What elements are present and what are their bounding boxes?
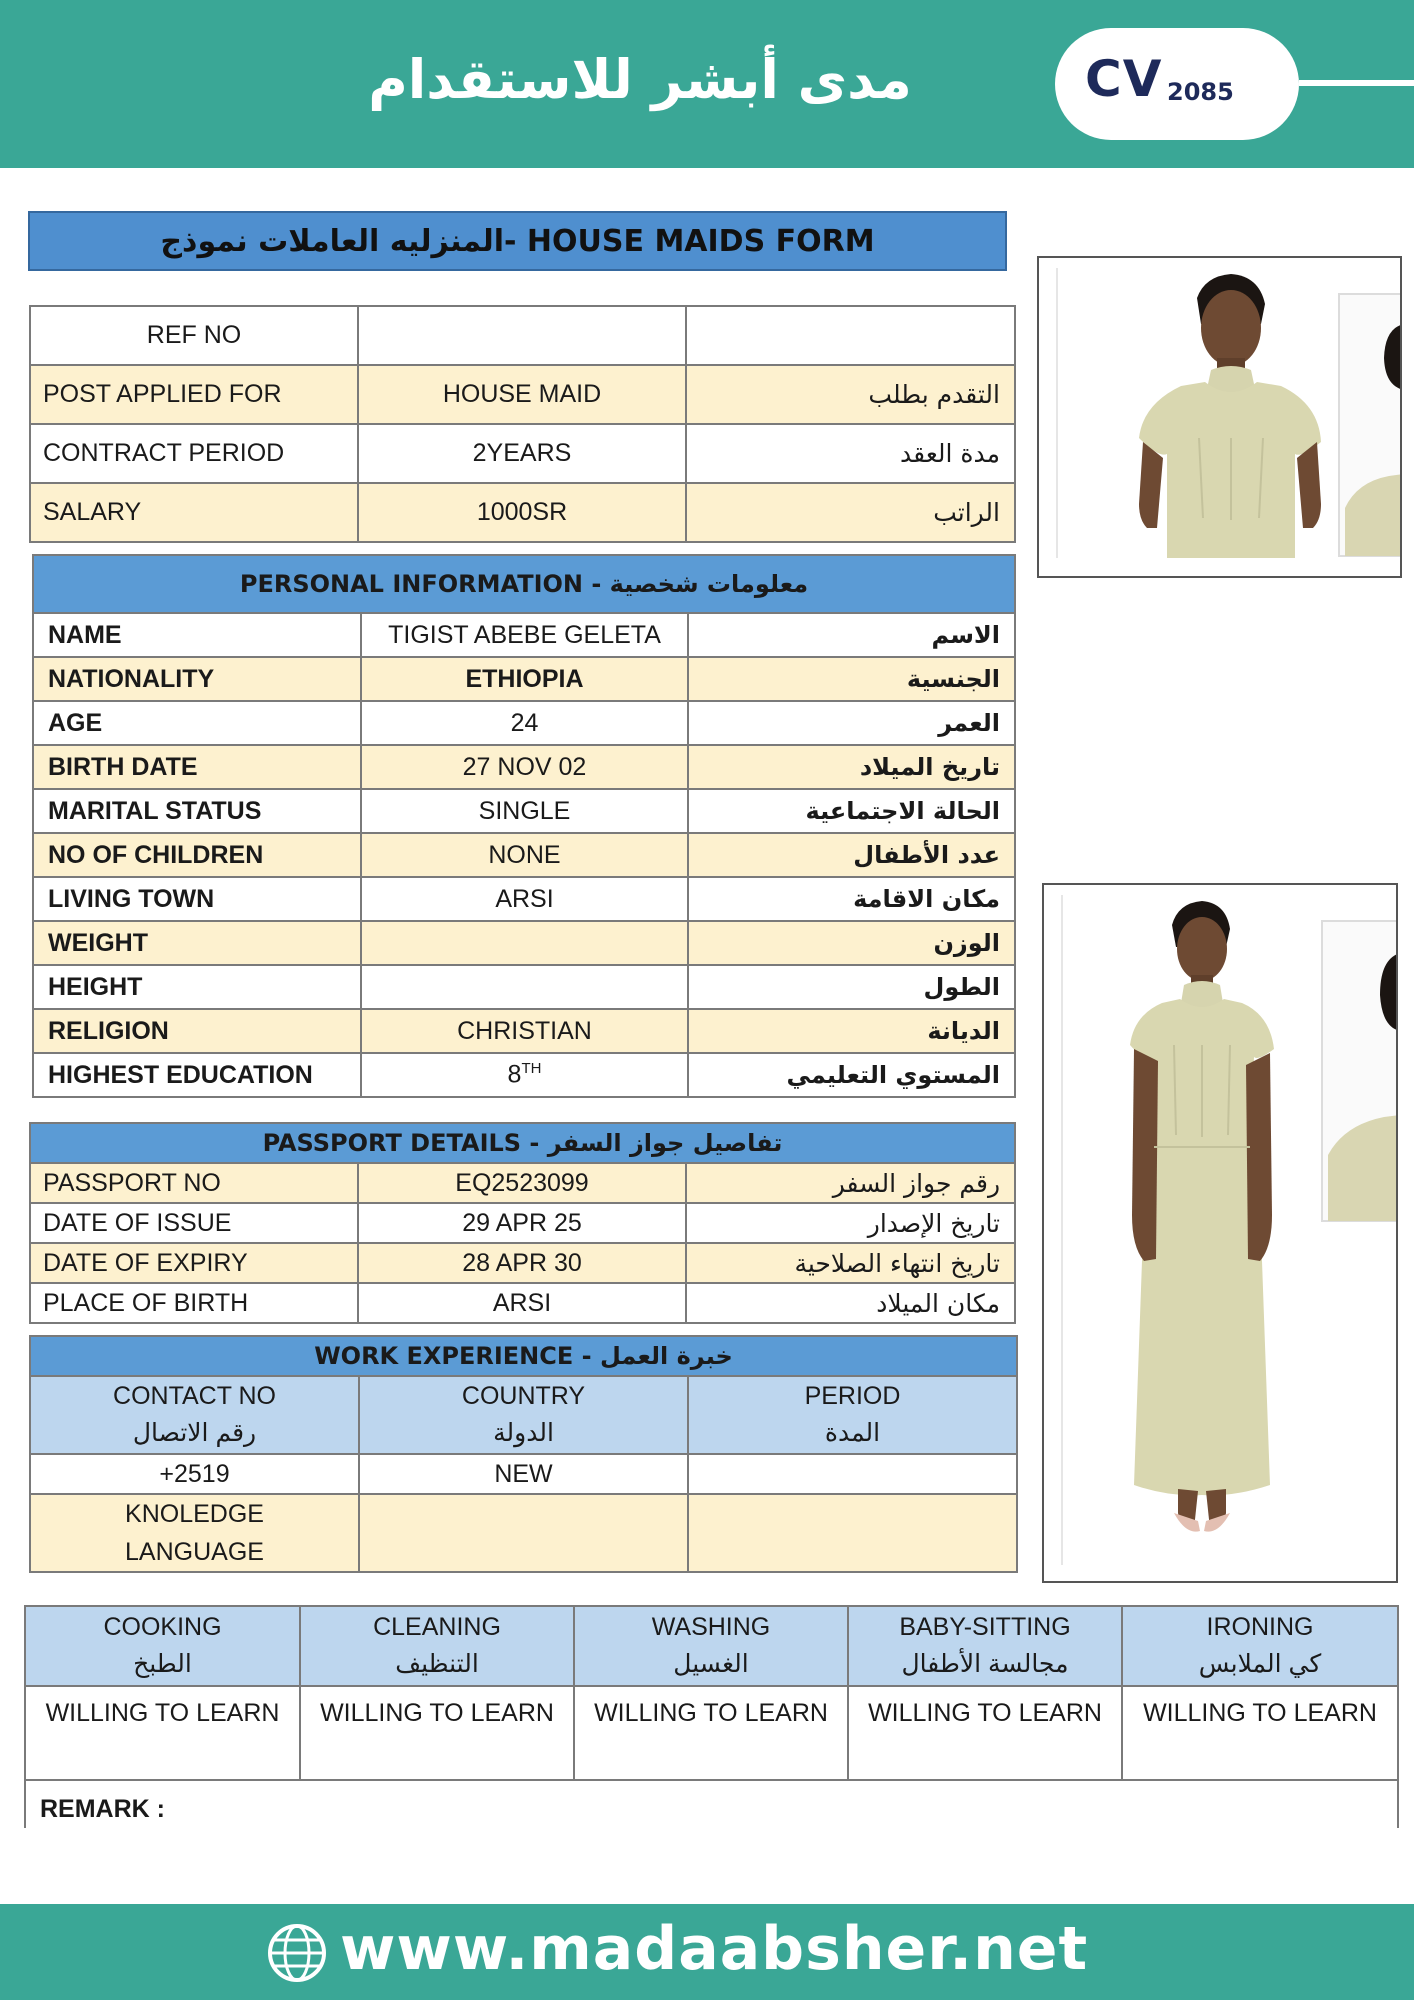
skill-header-baby-sitting xyxy=(848,1606,1122,1686)
skill-en: CLEANING xyxy=(373,1613,501,1641)
country-value: NEW xyxy=(359,1454,688,1494)
ref-no-arabic xyxy=(686,306,1015,365)
contract-value: 2YEARS xyxy=(358,424,686,483)
work-experience-table xyxy=(29,1335,1018,1573)
row-value: 27 NOV 02 xyxy=(361,745,688,789)
row-value: ETHIOPIA xyxy=(361,657,688,701)
row-arabic: الوزن xyxy=(688,921,1015,965)
column-en: PERIOD xyxy=(804,1382,901,1410)
row-label: HEIGHT xyxy=(33,965,361,1009)
column-en: CONTACT NO xyxy=(113,1382,276,1410)
salary-label: SALARY xyxy=(30,483,358,542)
full-body-photo xyxy=(1042,883,1398,1583)
table-row xyxy=(33,1053,1015,1097)
row-value: ARSI xyxy=(361,877,688,921)
row-label: DATE OF ISSUE xyxy=(30,1203,358,1243)
website-link[interactable]: www.madaabsher.net xyxy=(340,1914,1089,1984)
skills-header-row xyxy=(25,1606,1398,1686)
ref-no-value xyxy=(358,306,686,365)
table-row xyxy=(30,424,1015,483)
skill-header-ironing xyxy=(1122,1606,1398,1686)
passport-heading: PASSPORT DETAILS - تفاصيل جواز السفر xyxy=(30,1123,1015,1163)
skill-ar: الطبخ xyxy=(133,1650,192,1678)
contract-label: CONTRACT PERIOD xyxy=(30,424,358,483)
row-arabic: تاريخ الميلاد xyxy=(688,745,1015,789)
table-row xyxy=(33,745,1015,789)
row-label: PLACE OF BIRTH xyxy=(30,1283,358,1323)
row-arabic: مكان الاقامة xyxy=(688,877,1015,921)
row-label: PASSPORT NO xyxy=(30,1163,358,1203)
row-arabic: الحالة الاجتماعية xyxy=(688,789,1015,833)
table-row xyxy=(33,1009,1015,1053)
skill-status: WILLING TO LEARN xyxy=(574,1686,848,1780)
section-header xyxy=(30,1123,1015,1163)
row-arabic: الجنسية xyxy=(688,657,1015,701)
language-label xyxy=(30,1494,359,1572)
full-body-illustration xyxy=(1044,885,1398,1583)
row-value: 28 APR 30 xyxy=(358,1243,686,1283)
skill-status: WILLING TO LEARN xyxy=(1122,1686,1398,1780)
skills-status-row xyxy=(25,1686,1398,1780)
column-ar: المدة xyxy=(824,1419,881,1447)
header-divider xyxy=(1299,80,1414,86)
table-row xyxy=(33,921,1015,965)
post-arabic: التقدم بطلب xyxy=(686,365,1015,424)
portrait-photo xyxy=(1037,256,1402,578)
skill-ar: كي الملابس xyxy=(1198,1650,1322,1678)
table-row xyxy=(30,306,1015,365)
row-arabic: تاريخ الإصدار xyxy=(686,1203,1015,1243)
personal-info-table xyxy=(32,554,1016,1098)
skill-header-cooking xyxy=(25,1606,300,1686)
row-label: AGE xyxy=(33,701,361,745)
row-label: DATE OF EXPIRY xyxy=(30,1243,358,1283)
education-value xyxy=(361,1053,688,1097)
post-label: POST APPLIED FOR xyxy=(30,365,358,424)
row-arabic: الاسم xyxy=(688,613,1015,657)
section-header xyxy=(33,555,1015,613)
row-label: NATIONALITY xyxy=(33,657,361,701)
row-value: ARSI xyxy=(358,1283,686,1323)
table-row xyxy=(30,365,1015,424)
skill-en: COOKING xyxy=(103,1613,222,1641)
row-value xyxy=(361,921,688,965)
row-arabic: المستوي التعليمي xyxy=(688,1053,1015,1097)
cv-label: CV xyxy=(1085,50,1163,108)
skill-en: BABY-SITTING xyxy=(899,1613,1071,1641)
row-label: RELIGION xyxy=(33,1009,361,1053)
period-value xyxy=(688,1454,1017,1494)
column-ar: الدولة xyxy=(493,1419,554,1447)
row-label: NO OF CHILDREN xyxy=(33,833,361,877)
salary-arabic: الراتب xyxy=(686,483,1015,542)
table-row xyxy=(33,965,1015,1009)
globe-icon xyxy=(266,1922,328,1984)
skill-en: WASHING xyxy=(651,1613,771,1641)
row-value: TIGIST ABEBE GELETA xyxy=(361,613,688,657)
row-arabic: العمر xyxy=(688,701,1015,745)
skill-ar: التنظيف xyxy=(395,1650,479,1678)
company-title: مدى أبشر للاستقدام xyxy=(368,48,912,111)
table-row xyxy=(30,1243,1015,1283)
education-number: 8 xyxy=(507,1060,522,1089)
row-label: MARITAL STATUS xyxy=(33,789,361,833)
personal-heading: PERSONAL INFORMATION - معلومات شخصية xyxy=(33,555,1015,613)
job-table xyxy=(29,305,1016,543)
table-row xyxy=(33,789,1015,833)
language-label-line2: LANGUAGE xyxy=(125,1538,264,1566)
row-value: CHRISTIAN xyxy=(361,1009,688,1053)
form-title: المنزليه العاملات نموذج- HOUSE MAIDS FORM xyxy=(28,211,1007,271)
table-row xyxy=(30,1283,1015,1323)
table-row xyxy=(30,1494,1017,1572)
salary-value: 1000SR xyxy=(358,483,686,542)
row-label: LIVING TOWN xyxy=(33,877,361,921)
row-label: HIGHEST EDUCATION xyxy=(33,1053,361,1097)
row-arabic: مكان الميلاد xyxy=(686,1283,1015,1323)
skill-status: WILLING TO LEARN xyxy=(25,1686,300,1780)
table-row xyxy=(33,613,1015,657)
row-arabic: الديانة xyxy=(688,1009,1015,1053)
row-value: NONE xyxy=(361,833,688,877)
table-row xyxy=(33,877,1015,921)
row-value: SINGLE xyxy=(361,789,688,833)
empty-cell xyxy=(359,1494,688,1572)
header-bar xyxy=(0,0,1414,168)
table-row xyxy=(30,1203,1015,1243)
contract-arabic: مدة العقد xyxy=(686,424,1015,483)
section-header xyxy=(30,1336,1017,1376)
column-header xyxy=(688,1376,1017,1454)
remark-label: REMARK : xyxy=(25,1780,1398,1840)
row-arabic: عدد الأطفال xyxy=(688,833,1015,877)
skills-table xyxy=(24,1605,1399,1840)
footer-bar xyxy=(0,1904,1414,2000)
row-value xyxy=(361,965,688,1009)
row-label: NAME xyxy=(33,613,361,657)
page-gap xyxy=(0,1828,1414,1904)
skill-ar: الغسيل xyxy=(673,1650,749,1678)
row-arabic: الطول xyxy=(688,965,1015,1009)
passport-table xyxy=(29,1122,1016,1324)
column-ar: رقم الاتصال xyxy=(132,1419,257,1447)
row-arabic: تاريخ انتهاء الصلاحية xyxy=(686,1243,1015,1283)
skill-ar: مجالسة الأطفال xyxy=(901,1650,1069,1678)
skill-status: WILLING TO LEARN xyxy=(300,1686,574,1780)
post-value: HOUSE MAID xyxy=(358,365,686,424)
row-value: EQ2523099 xyxy=(358,1163,686,1203)
column-en: COUNTRY xyxy=(461,1382,586,1410)
empty-cell xyxy=(688,1494,1017,1572)
portrait-illustration xyxy=(1039,258,1402,578)
skill-header-washing xyxy=(574,1606,848,1686)
education-suffix: TH xyxy=(521,1060,542,1078)
skill-en: IRONING xyxy=(1206,1613,1314,1641)
row-value: 29 APR 25 xyxy=(358,1203,686,1243)
row-arabic: رقم جواز السفر xyxy=(686,1163,1015,1203)
cv-badge xyxy=(1055,28,1299,140)
cv-number: 2085 xyxy=(1167,78,1234,106)
table-row xyxy=(33,701,1015,745)
table-row xyxy=(33,833,1015,877)
table-row xyxy=(30,1454,1017,1494)
contact-value: +2519 xyxy=(30,1454,359,1494)
row-value: 24 xyxy=(361,701,688,745)
language-label-line1: KNOLEDGE xyxy=(125,1500,264,1528)
work-heading: WORK EXPERIENCE - خبرة العمل xyxy=(30,1336,1017,1376)
table-row xyxy=(33,657,1015,701)
table-row xyxy=(30,1163,1015,1203)
column-header-row xyxy=(30,1376,1017,1454)
row-label: WEIGHT xyxy=(33,921,361,965)
ref-no-label: REF NO xyxy=(30,306,358,365)
row-label: BIRTH DATE xyxy=(33,745,361,789)
skill-status: WILLING TO LEARN xyxy=(848,1686,1122,1780)
table-row xyxy=(30,483,1015,542)
column-header xyxy=(359,1376,688,1454)
skill-header-cleaning xyxy=(300,1606,574,1686)
column-header xyxy=(30,1376,359,1454)
